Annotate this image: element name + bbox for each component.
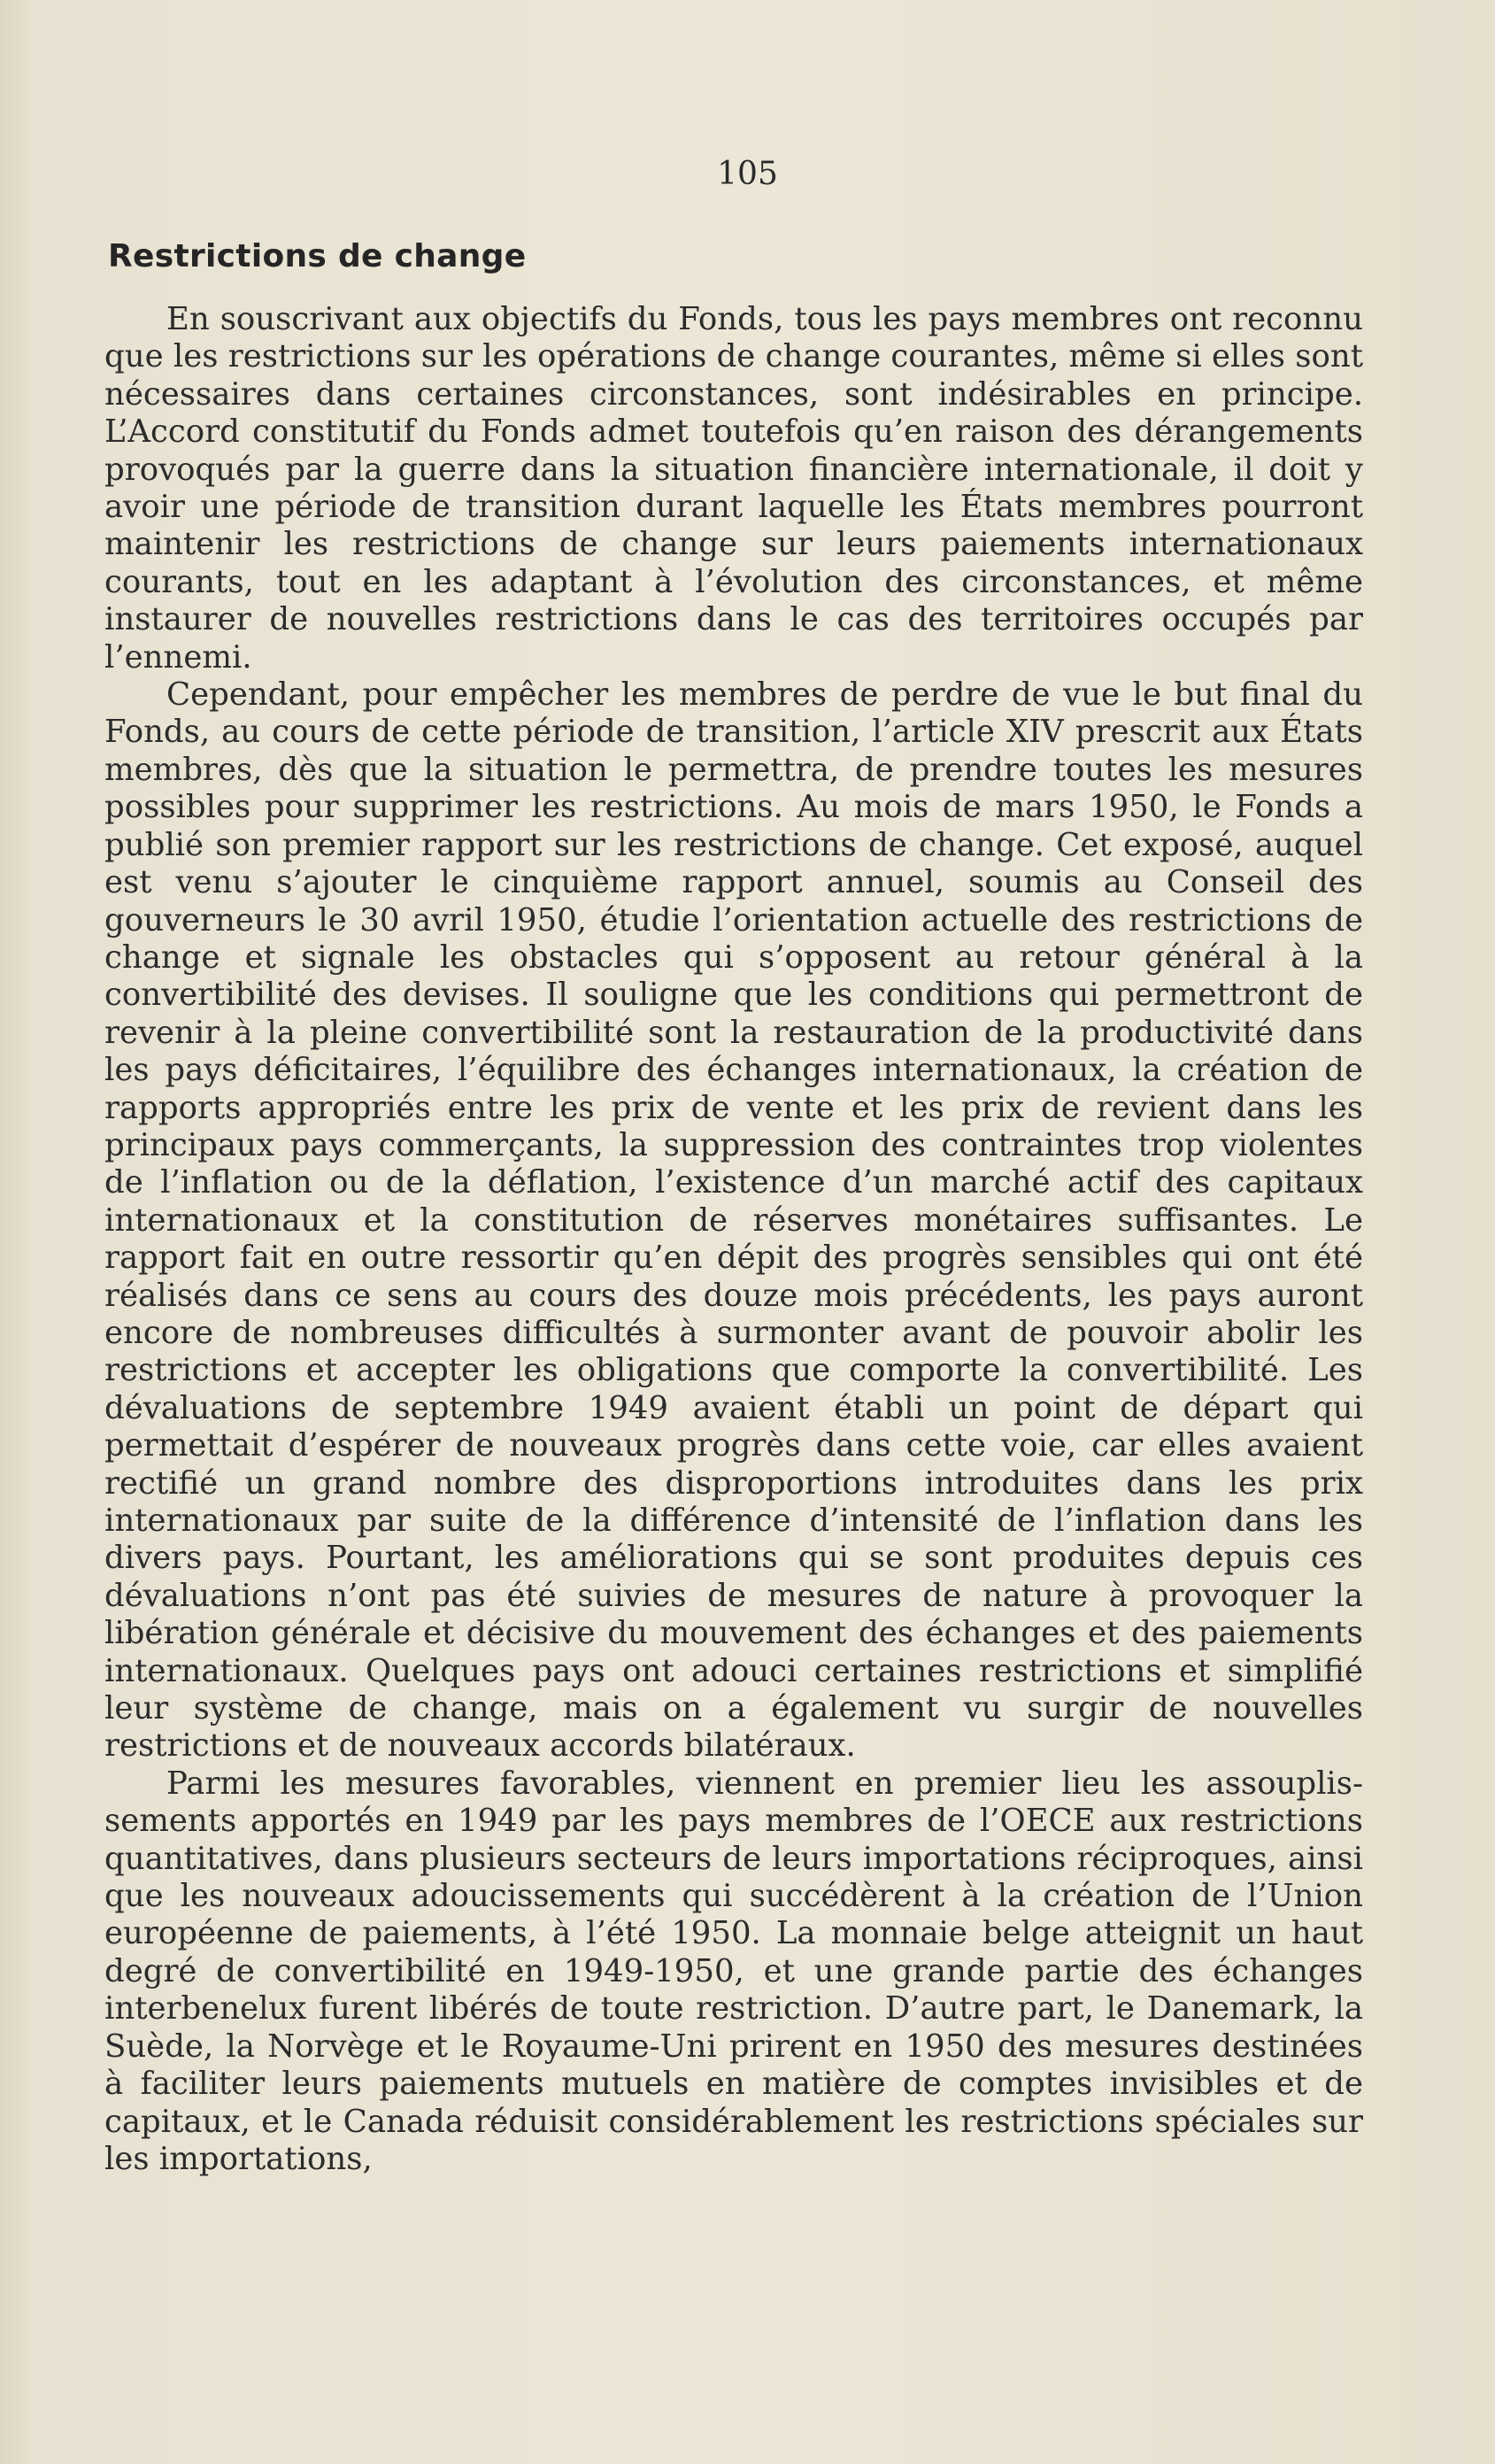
page-number: 105 [717,156,778,192]
paragraph-1: En souscrivant aux objectifs du Fonds, tous les pays membres ont reconnu que les restrictions sur les opérations de change courantes, même si elles sont nécessaires dans certaines circonstances, sont indésirables en principe. L’Accord constitutif du Fonds admet toutefois qu’en raison des dérangements provoqués par la guerre dans la situation financière internationale, il doit y avoir une période de transition durant laquelle les États membres pourront maintenir les restrictions de change sur leurs paiements internationaux courants, tout en les adaptant à l’évolution des circonstances, et même instaurer de nouvelles restrictions dans le cas des territoires occupés par l’ennemi. [104,301,1363,676]
section-heading: Restrictions de change [108,238,527,274]
body-text [104,301,1363,2178]
paragraph-3: Parmi les mesures favorables, viennent en premier lieu les assouplissements apportés en 1949 par les pays membres de l’OECE aux restrictions quantitatives, dans plusieurs secteurs de leurs importations réciproques, ainsi que les nouveaux adoucissements qui succédèrent à la création de l’Union européenne de paiements, à l’été 1950. La monnaie belge atteignit un haut degré de convertibilité en 1949-1950, et une grande partie des échanges interbenelux furent libérés de toute restriction. D’autre part, le Danemark, la Suède, la Norvège et le Royaume-Uni prirent en 1950 des mesures destinées à faciliter leurs paiements mutuels en matière de comptes invisibles et de capitaux, et le Canada réduisit considérablement les restrictions spéciales sur les importations, [104,1765,1363,2177]
paragraph-2: Cependant, pour empêcher les membres de perdre de vue le but final du Fonds, au cours de cette période de transition, l’article XIV prescrit aux États membres, dès que la situation le permettra, de prendre toutes les mesures possibles pour supprimer les restrictions. Au mois de mars 1950, le Fonds a publié son premier rapport sur les restrictions de change. Cet exposé, auquel est venu s’ajouter le cinquième rapport annuel, soumis au Conseil des gouverneurs le 30 avril 1950, étudie l’orientation actuelle des restrictions de change et signale les obstacles qui s’opposent au retour général à la convertibilité des devises. Il souligne que les conditions qui permettront de revenir à la pleine convertibilité sont la restauration de la productivité dans les pays déficitaires, l’équilibre des échanges internationaux, la création de rapports appropriés entre les prix de vente et les prix de revient dans les principaux pays commerçants, la suppression des contraintes trop violentes de l’inflation ou de la déflation, l’existence d’un marché actif des capitaux internationaux et la constitution de réserves monétaires suffisantes. Le rapport fait en outre ressortir qu’en dépit des progrès sensibles qui ont été réalisés dans ce sens au cours des douze mois précédents, les pays auront encore de nombreuses difficultés à surmonter avant de pouvoir abolir les restrictions et accepter les obligations que comporte la convertibilité. Les dévaluations de septembre 1949 avaient établi un point de départ qui permettait d’espérer de nouveaux progrès dans cette voie, car elles avaient rectifié un grand nombre des disproportions introduites dans les prix internationaux par suite de la différence d’intensité de l’inflation dans les divers pays. Pourtant, les améliorations qui se sont produites depuis ces dévaluations n’ont pas été suivies de mesures de nature à provoquer la libération générale et décisive du mouvement des échanges et des paiements internationaux. Quelques pays ont adouci certaines restrictions et simplifié leur système de change, mais on a également vu surgir de nouvelles restrictions et de nouveaux accords bilatéraux. [104,676,1363,1765]
